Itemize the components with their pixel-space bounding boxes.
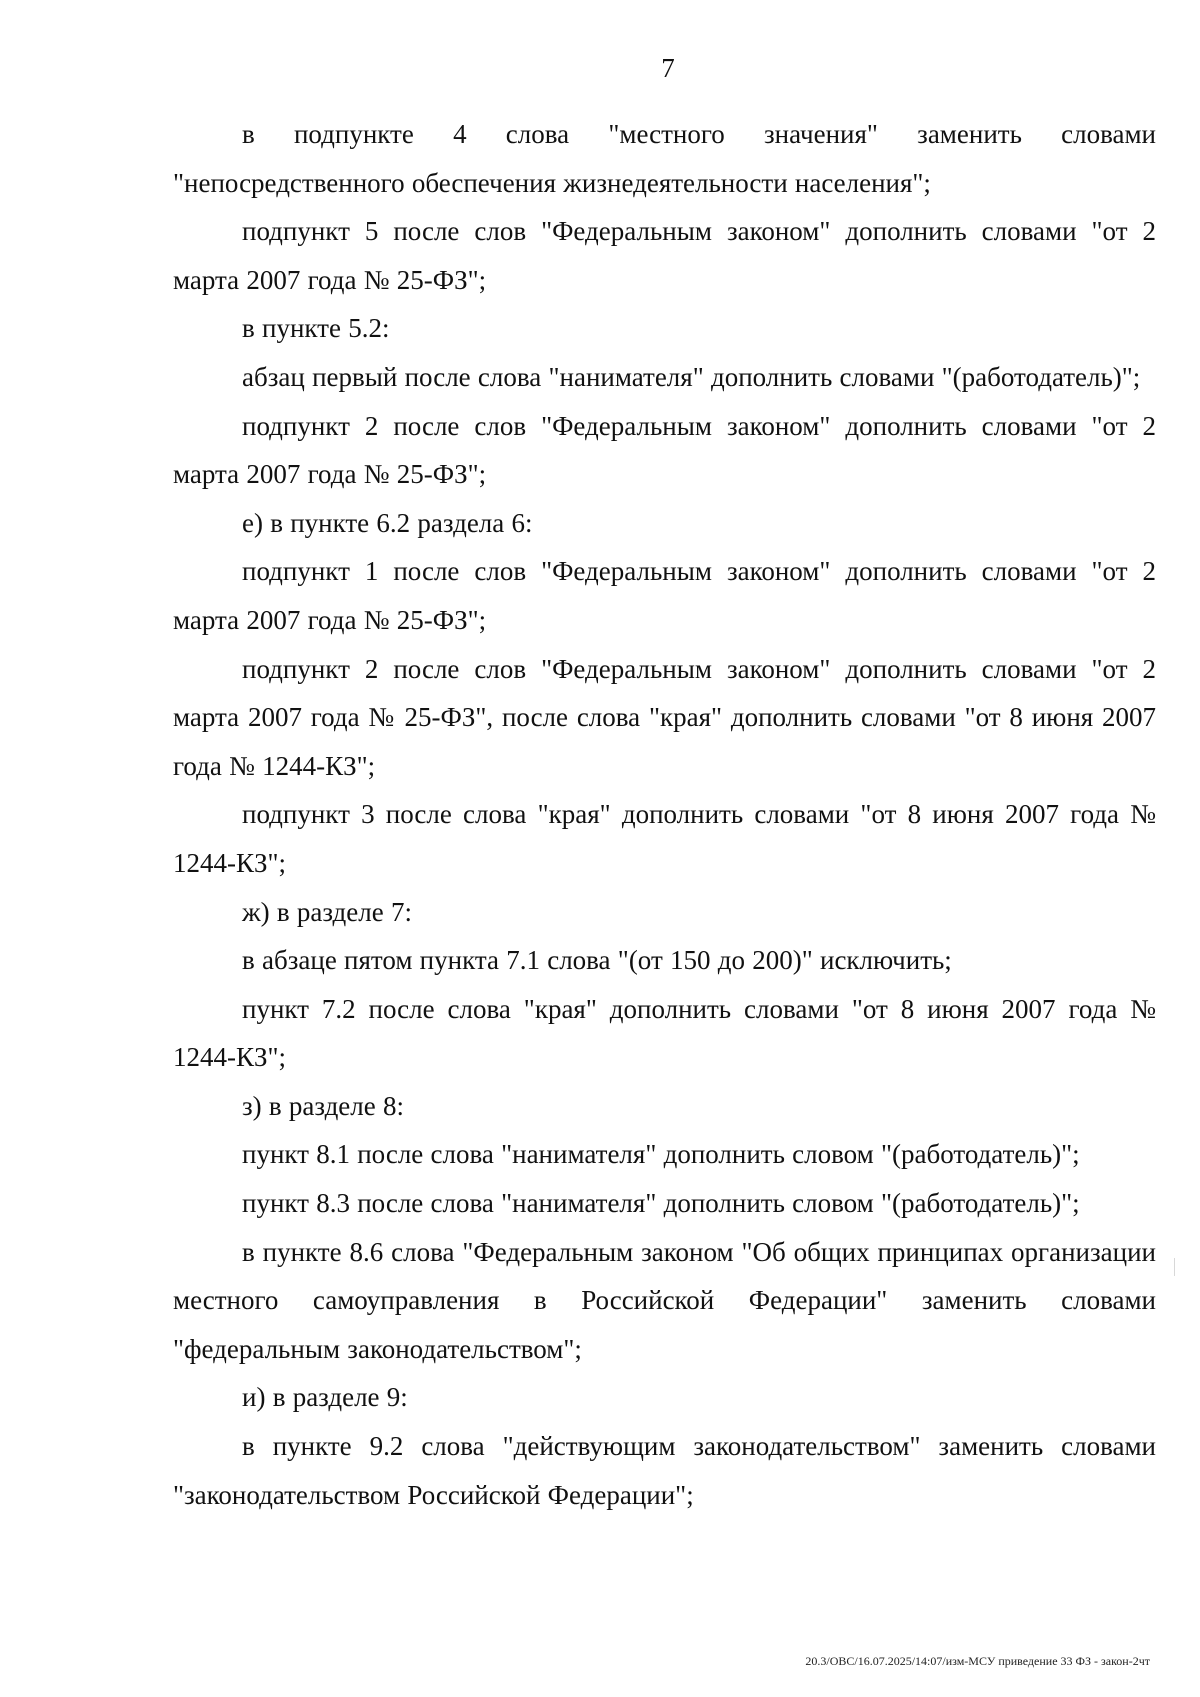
page-number: 7 (661, 53, 675, 83)
paragraph-point-9-2-legislation: в пункте 9.2 слова "действующим законодательством" заменить словами "законодательством Российской Федерации"; (173, 1431, 1156, 1510)
document-body (173, 110, 1156, 1519)
paragraph-subpoint-2-federal-law: подпункт 2 после слов "Федеральным законом" дополнить словами "от 2 марта 2007 года № 25-ФЗ"; (173, 410, 1156, 490)
paragraph-first-abzac-employer: абзац первый после слова "нанимателя" дополнить словами "(работодатель)"; (242, 361, 1141, 392)
paragraph-point-8-1-employer: пункт 8.1 после слова "нанимателя" дополнить словом "(работодатель)"; (242, 1139, 1080, 1170)
paragraph-item-i-section-9: и) в разделе 9: (242, 1382, 408, 1413)
paragraph-item-e-point-6-2: е) в пункте 6.2 раздела 6: (242, 507, 533, 538)
paragraph-subpoint-4-local-value: в подпункте 4 слова "местного значения" заменить словами "непосредственного обеспечения жизнедеятельности населения"; (173, 119, 1156, 198)
scan-mark (1174, 1258, 1175, 1276)
paragraph-subpoint-3-region: подпункт 3 после слова "края" дополнить словами "от 8 июня 2007 года № 1244-КЗ"; (173, 799, 1156, 878)
paragraph-item-zh-section-7: ж) в разделе 7: (242, 896, 412, 927)
footer-document-code: 20.3/ОВС/16.07.2025/14:07/изм-МСУ приведение 33 ФЗ - закон-2чт (805, 1654, 1150, 1668)
paragraph-subpoint-2-federal-law-region: подпункт 2 после слов "Федеральным законом" дополнить словами "от 2 марта 2007 года № 25-ФЗ", после слова "края" дополнить словами "от 8 июня 2007 года № 1244-КЗ"; (173, 653, 1156, 781)
paragraph-point-5-2: в пункте 5.2: (242, 313, 390, 344)
paragraph-point-7-1-exclude: в абзаце пятом пункта 7.1 слова "(от 150 до 200)" исключить; (242, 945, 952, 976)
paragraph-point-7-2-region: пункт 7.2 после слова "края" дополнить словами "от 8 июня 2007 года № 1244-КЗ"; (173, 993, 1156, 1073)
paragraph-subpoint-5-federal-law: подпункт 5 после слов "Федеральным законом" дополнить словами "от 2 марта 2007 года № 25-ФЗ"; (173, 216, 1156, 295)
paragraph-point-8-3-employer: пункт 8.3 после слова "нанимателя" дополнить словом "(работодатель)"; (242, 1188, 1080, 1219)
paragraph-item-z-section-8: з) в разделе 8: (242, 1090, 404, 1121)
paragraph-point-8-6-federal-legislation: в пункте 8.6 слова "Федеральным законом "Об общих принципах организации местного самоуправления в Российской Федерации" заменить словами "федеральным законодательством"; (173, 1236, 1156, 1364)
paragraph-subpoint-1-federal-law: подпункт 1 после слов "Федеральным законом" дополнить словами "от 2 марта 2007 года № 25-ФЗ"; (173, 556, 1156, 635)
